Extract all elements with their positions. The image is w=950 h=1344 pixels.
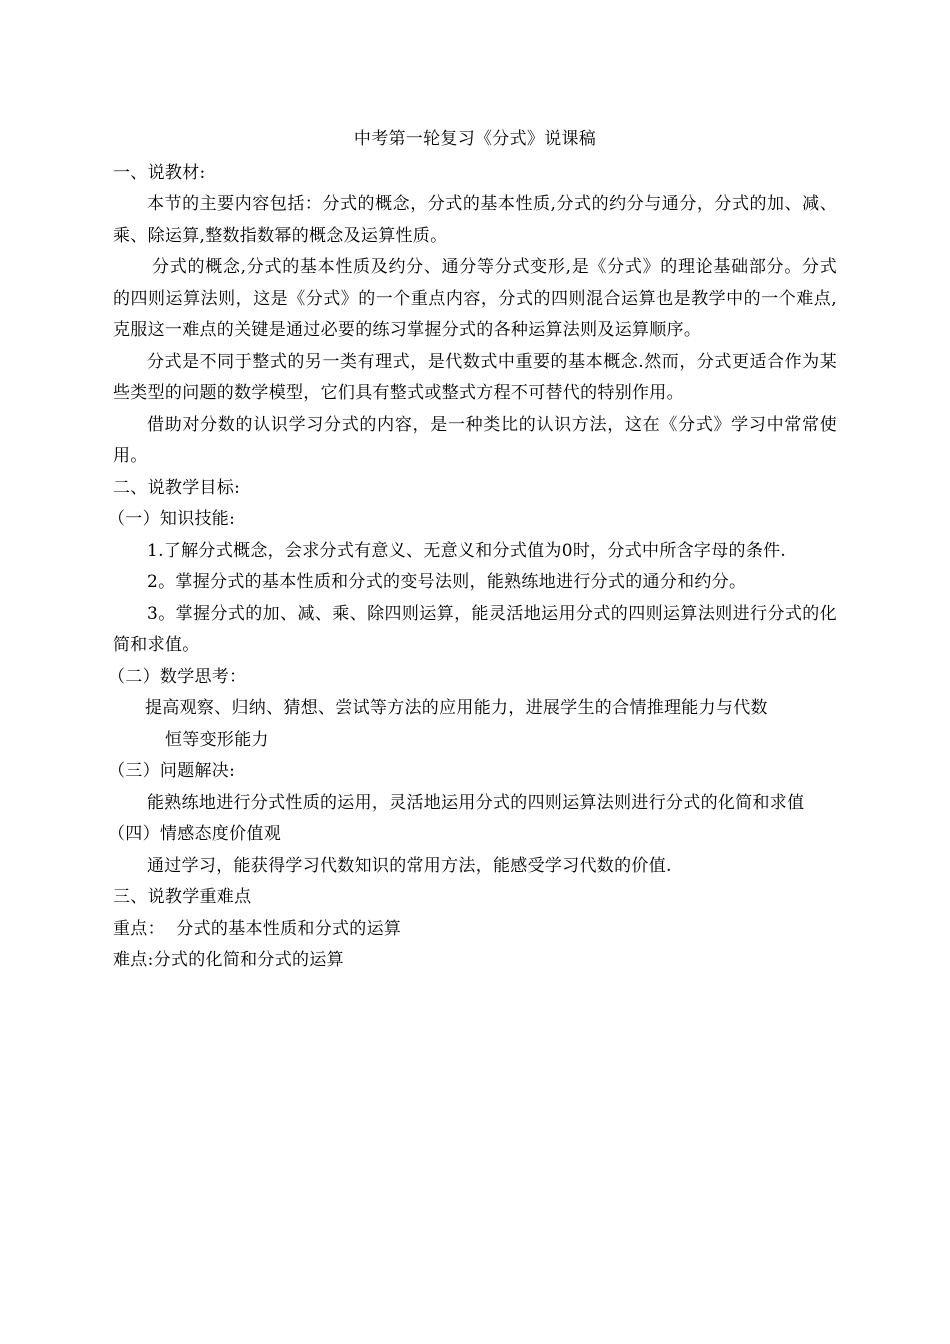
goal-item-2: 2。掌握分式的基本性质和分式的变号法则，能熟练地进行分式的通分和约分。 — [147, 572, 747, 592]
document-body — [108, 124, 837, 977]
section-heading-key-difficult-points: 三、说教学重难点 — [113, 887, 252, 907]
goal-item-3: 3。掌握分式的加、减、乘、除四则运算，能灵活地运用分式的四则运算法则进行分式的化简和求值。 — [113, 603, 837, 655]
section-heading-teaching-material: 一、说教材: — [113, 162, 206, 183]
difficult-point-line: 难点:分式的化简和分式的运算 — [113, 950, 344, 970]
math-thinking-line-2: 恒等变形能力 — [165, 729, 269, 750]
key-point-line: 重点： 分式的基本性质和分式的运算 — [113, 918, 402, 939]
problem-solving-text: 能熟练地进行分式性质的运用，灵活地运用分式的四则运算法则进行分式的化简和求值 — [147, 792, 805, 813]
paragraph-rational-expression: 分式是不同于整式的另一类有理式，是代数式中重要的基本概念.然而，分式更适合作为某些类型的问题的数学模型，它们具有整式或整式方程不可替代的特别作用。 — [113, 351, 837, 403]
paragraph-concept-basis: 分式的概念,分式的基本性质及约分、通分等分式变形,是《分式》的理论基础部分。分式的四则运算法则，这是《分式》的一个重点内容，分式的四则混合运算也是教学中的一个难点,克服这一难点的关键是通过必要的练习掌握分式的各种运算法则及运算顺序。 — [113, 257, 837, 340]
goal-item-1: 1.了解分式概念，会求分式有意义、无意义和分式值为0时，分式中所含字母的条件. — [147, 540, 787, 561]
math-thinking-line-1: 提高观察、归纳、猜想、尝试等方法的应用能力，进展学生的合情推理能力与代数 — [145, 698, 768, 718]
document-title: 中考第一轮复习《分式》说课稿 — [353, 129, 597, 149]
subheading-emotion-values: （四）情感态度价值观 — [108, 824, 281, 844]
paragraph-main-content: 本节的主要内容包括：分式的概念，分式的基本性质,分式的约分与通分，分式的加、减、乘、除运算,整数指数幂的概念及运算性质。 — [113, 194, 837, 246]
subheading-math-thinking: （二）数学思考： — [108, 666, 247, 687]
section-heading-teaching-goals: 二、说教学目标: — [113, 477, 241, 498]
emotion-values-text: 通过学习，能获得学习代数知识的常用方法，能感受学习代数的价值. — [147, 855, 672, 876]
paragraph-analogy-method: 借助对分数的认识学习分式的内容，是一种类比的认识方法，这在《分式》学习中常常使用。 — [113, 414, 837, 466]
math-thinking-text — [113, 693, 837, 756]
subheading-problem-solving: （三）问题解决: — [108, 761, 236, 781]
subheading-knowledge-skills: （一）知识技能: — [108, 509, 236, 529]
